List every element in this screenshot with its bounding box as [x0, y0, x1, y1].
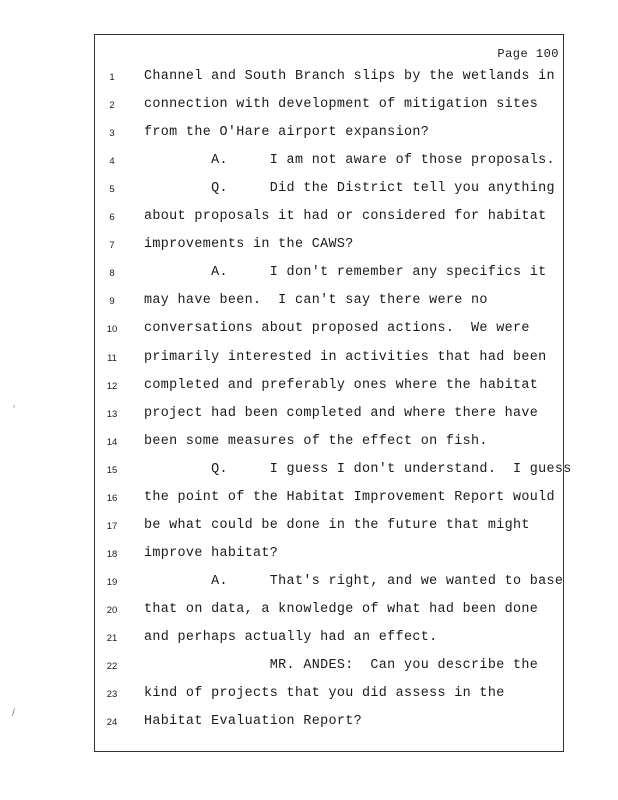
line-number: 7 — [109, 240, 115, 252]
line-number: 12 — [106, 380, 118, 392]
line-text: improvements in the CAWS? — [144, 237, 354, 253]
line-text: conversations about proposed actions. We were — [144, 321, 530, 337]
line-text: Q. Did the District tell you anything — [144, 181, 555, 197]
line-number: 4 — [109, 156, 115, 168]
line-text: the point of the Habitat Improvement Report would — [144, 489, 555, 505]
line-text: Channel and South Branch slips by the wetlands in — [144, 69, 555, 84]
transcript-line — [95, 236, 563, 256]
line-number: 16 — [106, 492, 118, 504]
margin-speck: / — [12, 708, 15, 719]
transcript-line — [95, 545, 563, 565]
transcript-line — [95, 601, 563, 621]
line-number: 1 — [109, 72, 115, 83]
transcript-line — [95, 320, 563, 340]
line-text: MR. ANDES: Can you describe the — [144, 658, 539, 674]
transcript-line — [95, 264, 563, 284]
line-text: kind of projects that you did assess in the — [144, 686, 505, 702]
line-text: from the O'Hare airport expansion? — [144, 125, 430, 141]
line-text: that on data, a knowledge of what had been done — [144, 601, 539, 617]
line-number: 20 — [106, 604, 118, 616]
line-text: A. I am not aware of those proposals. — [144, 153, 555, 169]
transcript-line — [95, 405, 563, 425]
line-text: improve habitat? — [144, 545, 279, 561]
transcript-line — [95, 349, 563, 369]
line-text: be what could be done in the future that might — [144, 517, 530, 533]
transcript-line — [95, 657, 563, 677]
line-text: project had been completed and where there have — [144, 405, 539, 421]
line-number: 10 — [106, 324, 118, 336]
line-text: Habitat Evaluation Report? — [144, 714, 363, 730]
line-number: 5 — [109, 184, 115, 196]
transcript-line — [95, 152, 563, 172]
line-text: about proposals it had or considered for habitat — [144, 209, 547, 225]
transcript-line — [95, 573, 563, 593]
transcript-line — [95, 208, 563, 228]
transcript-line — [95, 713, 563, 733]
transcript-line — [95, 461, 572, 481]
transcript-line — [95, 489, 563, 509]
margin-speck: ‘ — [13, 404, 16, 415]
transcript-page-frame — [94, 34, 572, 752]
line-text: A. I don't remember any specifics it — [144, 265, 547, 281]
transcript-line — [95, 68, 563, 88]
transcript-line — [95, 685, 563, 705]
line-number: 21 — [106, 633, 118, 644]
line-number: 6 — [109, 212, 115, 224]
line-number: 8 — [109, 268, 115, 280]
line-number: 17 — [106, 520, 118, 532]
transcript-line — [95, 96, 563, 116]
transcript-line — [95, 180, 563, 200]
line-number: 18 — [106, 548, 118, 560]
line-number: 14 — [106, 436, 118, 448]
line-number: 19 — [106, 576, 118, 588]
line-text: may have been. I can't say there were no — [144, 293, 488, 309]
line-number: 23 — [106, 689, 118, 701]
line-text: Q. I guess I don't understand. I guess — [144, 461, 572, 477]
transcript-line — [95, 629, 563, 649]
line-number: 11 — [107, 352, 117, 364]
line-text: completed and preferably ones where the habitat — [144, 377, 539, 393]
line-number: 3 — [109, 128, 115, 140]
line-text: been some measures of the effect on fish. — [144, 433, 488, 449]
transcript-line — [95, 377, 563, 397]
transcript-line — [95, 517, 563, 537]
transcript-line — [95, 433, 563, 453]
line-number: 24 — [106, 717, 118, 729]
transcript-line — [95, 292, 563, 312]
line-number: 15 — [106, 464, 118, 476]
line-text: connection with development of mitigation sites — [144, 97, 539, 113]
line-text: A. That's right, and we wanted to base — [144, 573, 564, 589]
transcript-line — [95, 124, 563, 144]
line-text: primarily interested in activities that had been — [144, 349, 547, 365]
line-number: 9 — [109, 296, 115, 308]
line-number: 22 — [106, 661, 118, 673]
page-number: Page 100 — [497, 47, 559, 61]
line-number: 2 — [109, 100, 115, 112]
line-text: and perhaps actually had an effect. — [144, 630, 438, 645]
line-number: 13 — [106, 408, 118, 420]
